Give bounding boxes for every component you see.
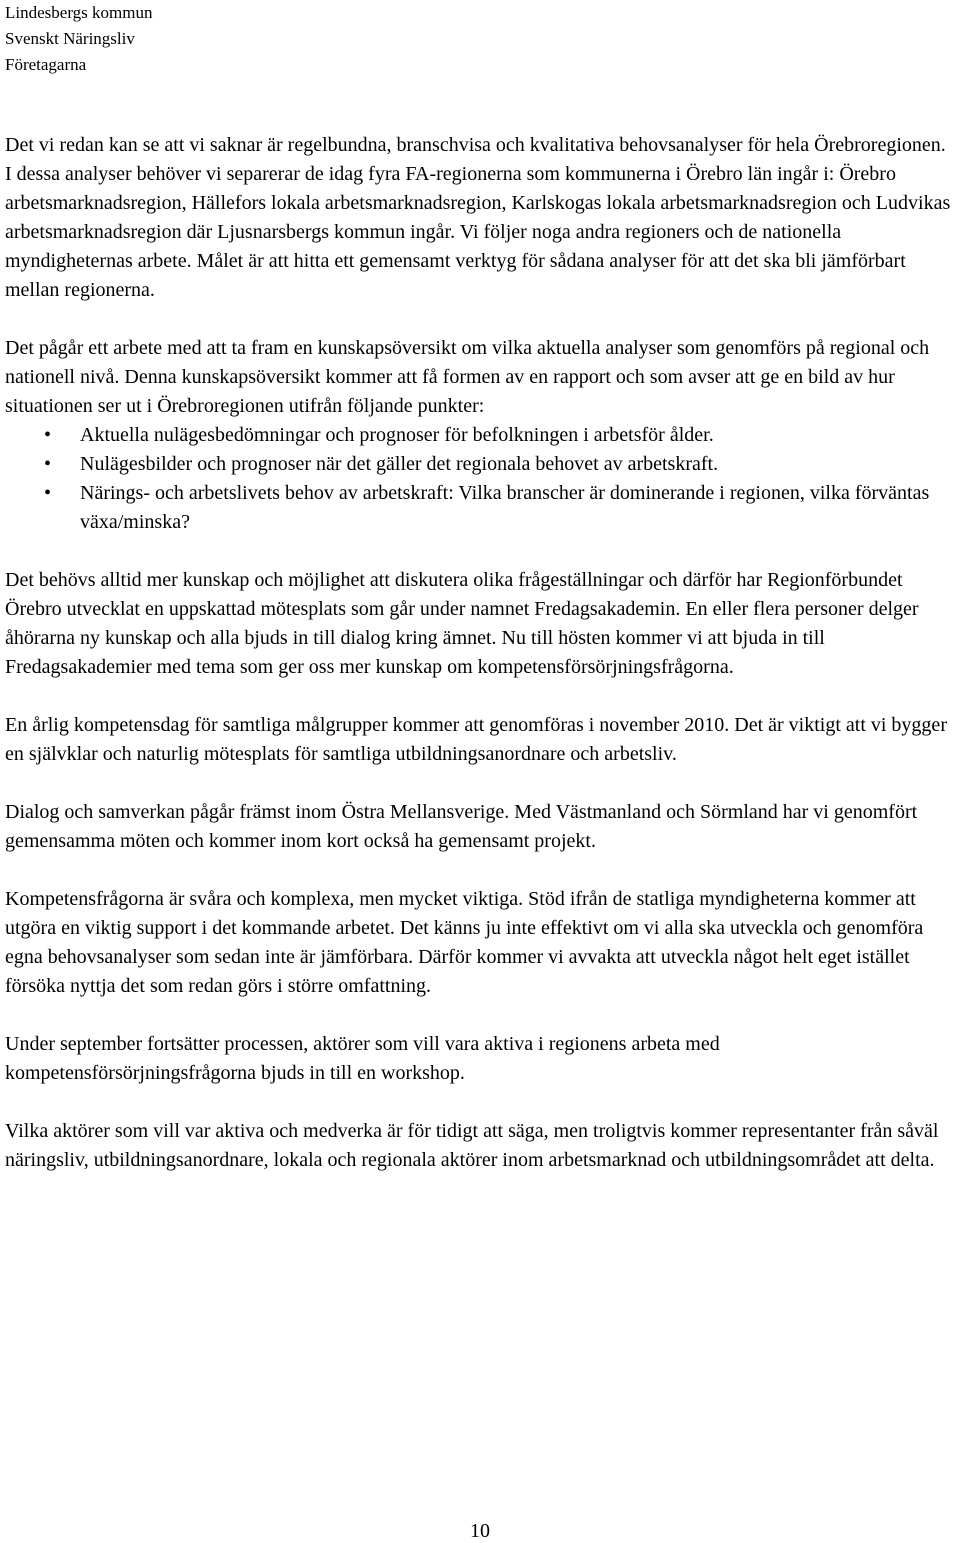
list-item [5, 450, 957, 479]
bullet-icon: • [44, 453, 52, 475]
paragraph: Vilka aktörer som vill var aktiva och medverka är för tidigt att säga, men troligtvis kommer representanter från såväl näringsliv, utbildningsanordnare, lokala och regionala aktörer inom arbetsmarknad och utbildningsområdet att delta. [5, 1120, 939, 1171]
list-item-text: Aktuella nulägesbedömningar och prognoser för befolkningen i arbetsför ålder. [80, 424, 714, 446]
paragraph: Det vi redan kan se att vi saknar är regelbundna, branschvisa och kvalitativa behovsanalyser för hela Örebroregionen. I dessa analyser behöver vi separerar de idag fyra FA-regionerna som kommunerna i Örebro län ingår i: Örebro arbetsmarknadsregion, Hällefors lokala arbetsmarknadsregion, Karlskogas lokala arbetsmarknadsregion och Ludvikas arbetsmarknadsregion där Ljusnarsbergs kommun ingår. Vi följer noga andra regioners och de nationella myndigheternas arbete. Målet är att hitta ett gemensamt verktyg för sådana analyser för att det ska bli jämförbart mellan regionerna. [5, 134, 951, 301]
paragraph: Kompetensfrågorna är svåra och komplexa, men mycket viktiga. Stöd ifrån de statliga myndigheterna kommer att utgöra en viktig support i det kommande arbetet. Det känns ju inte effektivt om vi alla ska utveckla och genomföra egna behovsanalyser som sedan inte är jämförbara. Därför kommer vi avvakta att utveckla något helt eget istället försöka nyttja det som redan görs i större omfattning. [5, 888, 924, 997]
bullet-icon: • [44, 424, 52, 446]
list-item-text: Nulägesbilder och prognoser när det gäller det regionala behovet av arbetskraft. [80, 453, 719, 475]
paragraph: Dialog och samverkan pågår främst inom Östra Mellansverige. Med Västmanland och Sörmland har vi genomfört gemensamma möten och kommer inom kort också ha gemensamt projekt. [5, 801, 918, 852]
header-line-business-org: Svenskt Näringsliv [5, 29, 135, 48]
header-line-entrepreneurs: Företagarna [5, 55, 87, 74]
paragraph: Under september fortsätter processen, aktörer som vill vara aktiva i regionens arbeta med kompetensförsörjningsfrågorna bjuds in till en workshop. [5, 1033, 720, 1084]
bullet-icon: • [44, 482, 52, 504]
paragraph: Det pågår ett arbete med att ta fram en kunskapsöversikt om vilka aktuella analyser som genomförs på regional och nationell nivå. Denna kunskapsöversikt kommer att få formen av en rapport och som avser att ge en bild av hur situationen ser ut i Örebroregionen utifrån följande punkter: [5, 337, 930, 417]
list-item [5, 421, 957, 450]
paragraph: En årlig kompetensdag för samtliga målgrupper kommer att genomföras i november 2010. Det är viktigt att vi bygger en självklar och naturlig mötesplats för samtliga utbildningsanordnare och arbetsliv. [5, 714, 947, 765]
bullet-list [5, 421, 957, 537]
list-item-text: Närings- och arbetslivets behov av arbetskraft: Vilka branscher är dominerande i regionen, vilka förväntas växa/minska? [80, 482, 930, 533]
list-item [5, 479, 957, 537]
header-line-municipality: Lindesbergs kommun [5, 3, 153, 22]
page-number: 10 [470, 1520, 490, 1542]
document-body [5, 131, 957, 1204]
paragraph: Det behövs alltid mer kunskap och möjlighet att diskutera olika frågeställningar och därför har Regionförbundet Örebro utvecklat en uppskattad mötesplats som går under namnet Fredagsakademin. En eller flera personer delger åhörarna ny kunskap och alla bjuds in till dialog kring ämnet. Nu till hösten kommer vi att bjuda in till Fredagsakademier med tema som ger oss mer kunskap om kompetensförsörjningsfrågorna. [5, 569, 919, 678]
document-header [5, 0, 152, 78]
